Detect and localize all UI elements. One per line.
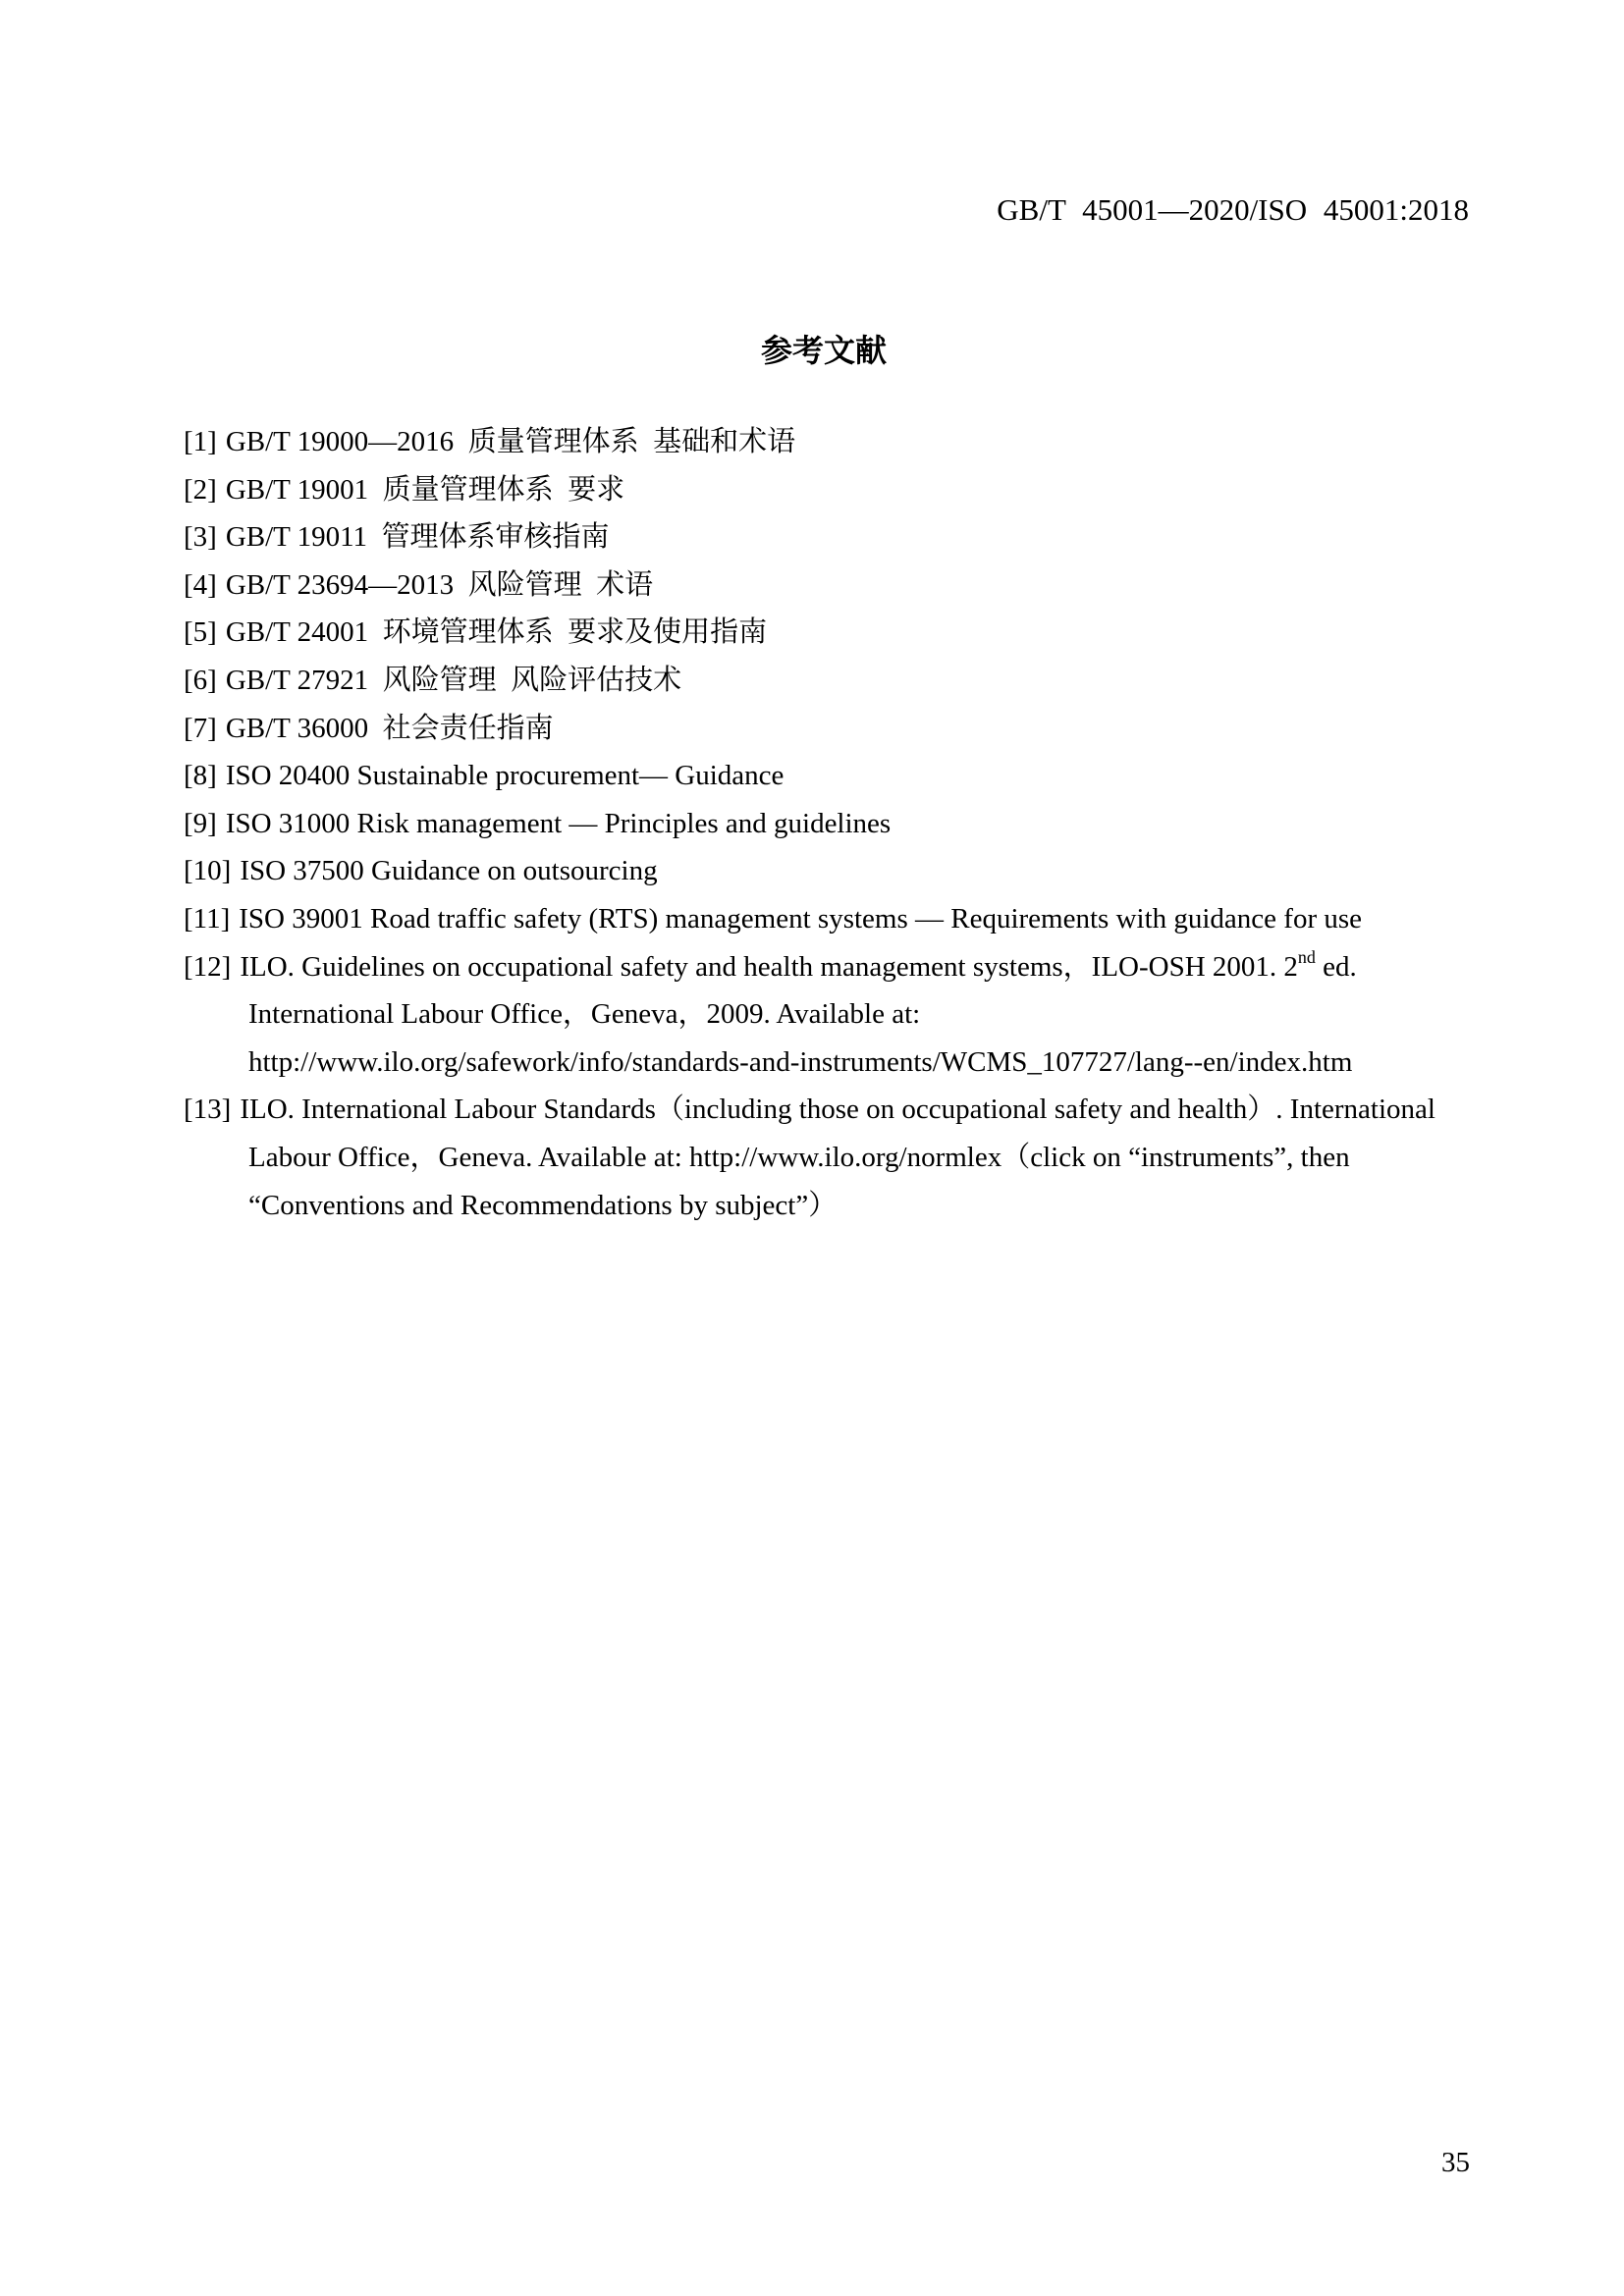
reference-line — [184, 1086, 1506, 1134]
reference-text: ISO 20400 Sustainable procurement— Guidance — [225, 760, 785, 792]
reference-item — [184, 657, 1506, 705]
reference-line — [184, 705, 1506, 753]
reference-text: GB/T 23694—2013 风险管理 术语 — [225, 568, 654, 601]
reference-label: [7] — [184, 712, 217, 744]
reference-item — [184, 609, 1506, 657]
reference-line — [184, 657, 1506, 705]
reference-text: GB/T 19001 质量管理体系 要求 — [225, 473, 625, 506]
references-list — [184, 418, 1506, 1229]
reference-label: [4] — [184, 568, 217, 601]
reference-text: ISO 39001 Road traffic safety (RTS) management systems — Requirements with guidance for use — [239, 902, 1363, 934]
reference-line — [184, 561, 1506, 610]
reference-text: “Conventions and Recommendations by subject”） — [248, 1189, 838, 1221]
reference-text: ed. — [1315, 950, 1357, 983]
reference-item — [184, 1086, 1506, 1229]
reference-item — [184, 800, 1506, 848]
reference-continuation-line — [184, 1182, 1506, 1230]
reference-line — [184, 513, 1506, 561]
reference-item — [184, 752, 1506, 800]
reference-line — [184, 800, 1506, 848]
reference-label: [1] — [184, 426, 217, 457]
reference-line — [184, 418, 1506, 466]
page-number: 35 — [1441, 2147, 1470, 2178]
reference-text: GB/T 36000 社会责任指南 — [225, 712, 554, 744]
reference-continuation-line — [184, 1039, 1506, 1087]
reference-continuation-line — [184, 1134, 1506, 1182]
reference-item — [184, 705, 1506, 753]
reference-label: [11] — [184, 902, 231, 934]
document-header-standard-number: GB/T 45001—2020/ISO 45001:2018 — [997, 192, 1469, 227]
reference-continuation-line — [184, 990, 1506, 1039]
reference-superscript: nd — [1297, 946, 1316, 967]
reference-line — [184, 466, 1506, 514]
reference-item — [184, 943, 1506, 1087]
reference-line — [184, 943, 1506, 991]
reference-item — [184, 513, 1506, 561]
reference-text: International Labour Office，Geneva，2009. Available at: — [248, 998, 921, 1031]
reference-label: [13] — [184, 1094, 232, 1126]
reference-text: GB/T 24001 环境管理体系 要求及使用指南 — [225, 616, 768, 649]
reference-label: [6] — [184, 664, 217, 696]
reference-line — [184, 752, 1506, 800]
reference-text: Labour Office，Geneva. Available at: http://www.ilo.org/normlex（click on “instruments”, then — [248, 1141, 1350, 1173]
reference-line — [184, 847, 1506, 895]
reference-text: ILO. International Labour Standards（including those on occupational safety and health）. International — [240, 1094, 1435, 1126]
reference-item — [184, 418, 1506, 466]
reference-text: GB/T 27921 风险管理 风险评估技术 — [225, 664, 682, 696]
reference-label: [5] — [184, 616, 217, 649]
reference-item — [184, 895, 1506, 943]
reference-label: [8] — [184, 760, 217, 792]
reference-text: GB/T 19000—2016 质量管理体系 基础和术语 — [225, 426, 796, 457]
reference-label: [12] — [184, 950, 232, 983]
reference-item — [184, 561, 1506, 610]
reference-text: ISO 37500 Guidance on outsourcing — [240, 855, 658, 887]
reference-item — [184, 466, 1506, 514]
reference-text: ILO. Guidelines on occupational safety and health management systems，ILO-OSH 2001. 2 — [240, 950, 1298, 983]
reference-line — [184, 895, 1506, 943]
reference-text: http://www.ilo.org/safework/info/standards-and-instruments/WCMS_107727/lang--en/index.htm — [248, 1045, 1353, 1078]
reference-label: [10] — [184, 855, 232, 887]
reference-item — [184, 847, 1506, 895]
reference-label: [9] — [184, 807, 217, 839]
reference-text: GB/T 19011 管理体系审核指南 — [225, 521, 610, 554]
reference-label: [3] — [184, 521, 217, 554]
reference-text: ISO 31000 Risk management — Principles and guidelines — [225, 807, 892, 839]
reference-label: [2] — [184, 473, 217, 506]
reference-line — [184, 609, 1506, 657]
page-title: 参考文献 — [760, 333, 887, 368]
